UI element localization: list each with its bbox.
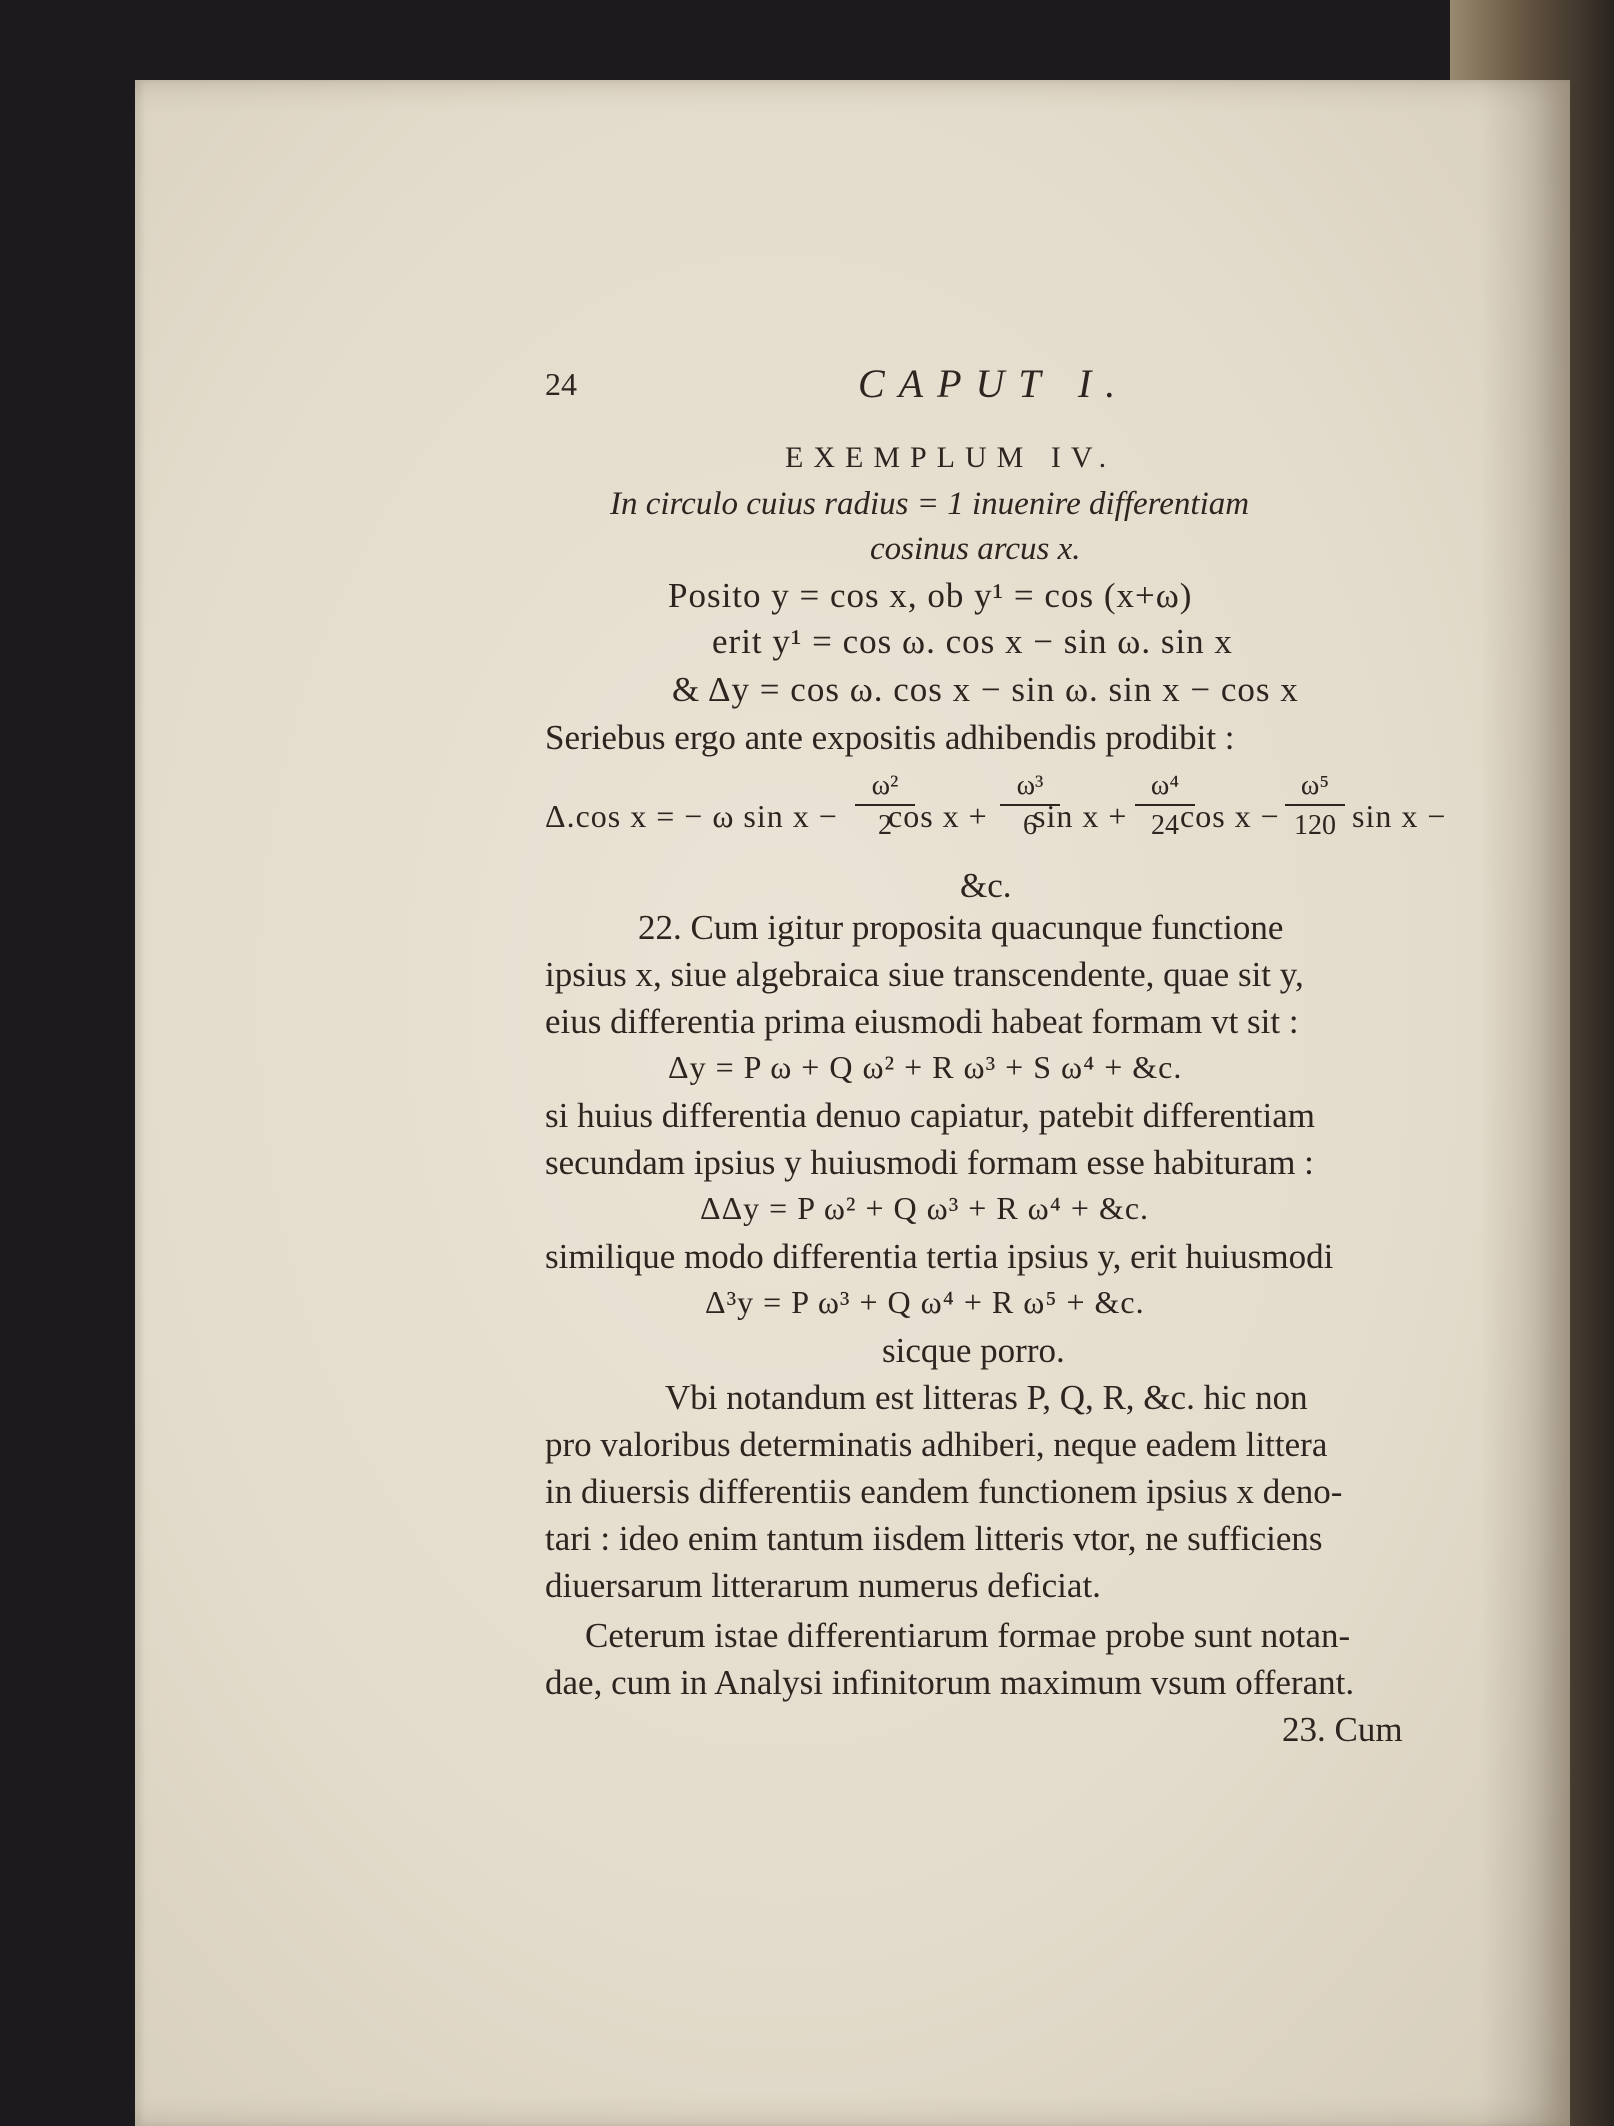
fraction-numerator: ω² xyxy=(855,770,915,806)
section22-line: si huius differentia denuo capiatur, patebit differentiam xyxy=(545,1096,1315,1135)
notes-line: tari : ideo enim tantum iisdem litteris vtor, ne sufficiens xyxy=(545,1519,1323,1558)
series-term: sin x + xyxy=(1033,798,1128,834)
notes-line: in diuersis differentiis eandem functionem ipsius x deno- xyxy=(545,1472,1343,1511)
fraction-denominator: 120 xyxy=(1294,810,1336,841)
fraction-denominator: 2 xyxy=(878,810,892,841)
notes-line: diuersarum litterarum numerus deficiat. xyxy=(545,1566,1101,1605)
closing-line: dae, cum in Analysi infinitorum maximum vsum offerant. xyxy=(545,1663,1355,1702)
example-statement-line1: In circulo cuius radius = 1 inuenire differentiam xyxy=(610,486,1250,522)
series-term: sin x − xyxy=(1352,798,1447,834)
notes-line: pro valoribus determinatis adhiberi, neque eadem littera xyxy=(545,1425,1328,1464)
series-term: cos x − xyxy=(1180,798,1280,834)
running-title: CAPUT I. xyxy=(858,361,1130,406)
section22-equation: Δy = P ω + Q ω² + R ω³ + S ω⁴ + &c. xyxy=(668,1049,1183,1085)
page-number: 24 xyxy=(545,366,577,402)
notes-line: Vbi notandum est litteras P, Q, R, &c. hic non xyxy=(665,1378,1308,1417)
series-tail: &c. xyxy=(960,866,1012,905)
section22-line: ipsius x, siue algebraica siue transcendente, quae sit y, xyxy=(545,955,1304,994)
series-lead: Δ.cos x = − ω sin x − xyxy=(545,798,838,834)
catchword: 23. Cum xyxy=(1282,1710,1403,1749)
fraction-numerator: ω³ xyxy=(1000,770,1060,806)
section22-equation: ΔΔy = P ω² + Q ω³ + R ω⁴ + &c. xyxy=(700,1190,1150,1226)
fraction-denominator: 24 xyxy=(1151,810,1179,841)
fraction-numerator: ω⁵ xyxy=(1285,770,1345,806)
fraction-denominator: 6 xyxy=(1023,810,1037,841)
section22-line: sicque porro. xyxy=(882,1331,1065,1370)
example-statement-line2: cosinus arcus x. xyxy=(870,531,1081,567)
fraction-numerator: ω⁴ xyxy=(1135,770,1195,806)
closing-line: Ceterum istae differentiarum formae probe sunt notan- xyxy=(585,1616,1351,1655)
section22-line: similique modo differentia tertia ipsius y, erit huiusmodi xyxy=(545,1237,1334,1276)
derivation-line: erit y¹ = cos ω. cos x − sin ω. sin x xyxy=(712,622,1233,661)
section22-line: 22. Cum igitur proposita quacunque functione xyxy=(638,908,1284,947)
example-heading: EXEMPLUM IV. xyxy=(785,441,1117,474)
derivation-line: & Δy = cos ω. cos x − sin ω. sin x − cos x xyxy=(672,670,1299,709)
derivation-line: Posito y = cos x, ob y¹ = cos (x+ω) xyxy=(668,576,1193,615)
section22-line: secundam ipsius y huiusmodi formam esse habituram : xyxy=(545,1143,1314,1182)
page-gutter-shadow xyxy=(1480,80,1570,2126)
section22-equation: Δ³y = P ω³ + Q ω⁴ + R ω⁵ + &c. xyxy=(705,1284,1145,1320)
series-term: cos x + xyxy=(888,798,988,834)
derivation-line: Seriebus ergo ante expositis adhibendis prodibit : xyxy=(545,718,1235,757)
series-fraction xyxy=(1285,770,1345,842)
section22-line: eius differentia prima eiusmodi habeat formam vt sit : xyxy=(545,1002,1299,1041)
